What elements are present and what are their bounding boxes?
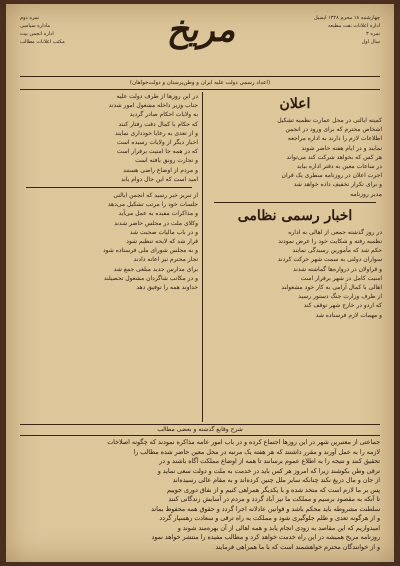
text-line: جماعتی از معتبرین شهر در این روزها اجتماع کرده و در باب امور عامه مذاکره نمودند که چگونه اصلاحات: [107, 439, 380, 446]
text-line: قرار شد که لایحه تنظیم شود: [126, 238, 198, 246]
text-line: اجرت اعلان در روزنامه سطری یک قران: [281, 172, 382, 180]
divider: [26, 187, 192, 188]
text-line: و مردم از اوضاع راضی هستند: [123, 166, 198, 174]
text-line: در این روزها از طرف دولت علیه: [116, 93, 198, 100]
text-line: جلسات خود را مرتب تشکیل می‌دهد: [107, 201, 198, 209]
text-line: خداوند همه را توفیق دهد: [136, 284, 198, 292]
masthead-left-line: اداره انجمن بیت: [20, 31, 54, 37]
text-line: اهالی با کمال آرامی به کار خود مشغولند: [281, 284, 382, 292]
text-line: سلطنت مشروطه باید محکم باشد و قوانین عادلانه اجرا گردد و حقوق همه محفوظ بماند: [151, 505, 380, 513]
text-line: و از خوانندگان محترم خواهشمند است که با ما همراهی فرمایند: [215, 543, 380, 551]
masthead-right-line: چهارشنبه ۱۸ محرم ۱۳۲۸ ایسیل: [313, 15, 380, 21]
masthead-right-line: اداره اعلانات نفت مطبعه: [328, 23, 380, 29]
text-line: و برای تکرار تخفیف داده خواهد شد: [293, 181, 382, 189]
text-line: به ولایات احکام صادر گردید: [129, 111, 198, 119]
masthead-left-line: نمره دوم: [20, 15, 39, 21]
text-line: اخبار دیگر از ولایات رسیده است: [116, 139, 198, 147]
text-line: برای مدارس جدید مبلغی جمع شد: [113, 265, 198, 273]
text-line: و از هرگونه تعدی و ظلم جلوگیری شود و مملکت به راه ترقی و سعادت رهسپار گردد: [159, 515, 380, 522]
text-line: حکم شد که مأمورین رسیدگی نمایند: [292, 247, 382, 255]
text-line: پس بر ما لازم است که متحد شده و با یکدیگر همراهی کنیم و از نفاق دوری جوییم: [166, 486, 380, 494]
text-line: امنیت کامل در شهر برقرار است: [300, 274, 382, 282]
section-heading: اخبار رسمی نظامی: [237, 207, 353, 224]
masthead-left-line: ماداره سیاسی: [20, 23, 51, 29]
text-line: که اردو در خارج شهر توقف کند: [303, 302, 382, 310]
text-line: جناب وزیر داخله مشغول امور شدند: [108, 102, 198, 110]
text-line: و به مجلس شورای ملی فرستاده شود: [103, 247, 198, 255]
text-line: روزنامه مریخ همیشه در این راه خدمت خواهد کرد و مطالب مفیده را منتشر خواهد نمود: [151, 534, 380, 541]
masthead-left-info: [20, 14, 140, 46]
text-line: تجار محترم نیز اعانه دادند: [133, 256, 198, 264]
text-line: سواران دولتی به سمت شهر حرکت کردند: [277, 256, 382, 264]
masthead-right-line: سال اول: [361, 39, 380, 45]
column-rule: [202, 92, 203, 422]
divider: [214, 202, 376, 203]
text-line: کمیته ایالتی در محل عمارت نظمیه تشکیل: [277, 117, 382, 124]
text-line: نمایند و در ایام هفته حاضر شوند: [301, 144, 382, 152]
bottom-article: [20, 438, 380, 556]
text-line: ترقی وطن بکوشند زیرا که امروز هر کس باید در خدمت به ملت و دولت سعی نماید و: [157, 467, 380, 475]
text-line: اشخاص محترم که برای ورود در انجمن: [285, 126, 382, 134]
bottom-section-band: شرح وقایع گذشته و بعضی مطالب: [20, 424, 380, 436]
newspaper-page: [6, 4, 394, 562]
text-line: و تجارت رونق یافته است: [135, 157, 198, 165]
text-line: که حکام با کمال دقت رفتار کنند: [118, 120, 198, 128]
text-line: و در مکاتب شاگردان مشغول تحصیلند: [103, 274, 198, 282]
text-line: و مذاکرات مفیده به عمل می‌آید: [118, 210, 198, 218]
text-line: لازمه را به عمل آورند و مقرر داشتند که هر هفته یک مرتبه در محل معین حاضر شده مطالب را: [133, 448, 380, 456]
text-line: مدیر روزنامه: [350, 190, 382, 198]
text-line: تحقیق کنند و نتیجه را به اطلاع عموم برسانند تا همه از اوضاع مملکت آگاه باشند و در: [159, 458, 380, 465]
section-heading: اعلان: [279, 96, 311, 112]
text-line: اطلاعات لازم را دارند به اداره مراجعه: [287, 135, 382, 143]
text-line: و در باب مالیات صحبت شد: [129, 228, 198, 236]
text-line: در روز گذشته جمعی از اهالی به اداره: [288, 228, 382, 236]
text-line: در ساعات معین به دفتر اداره بیاید: [296, 163, 382, 171]
text-line: تا آنکه به مقصود برسیم و مملکت ما نیز آباد گردد و مردم در آسایش زندگانی کنند: [168, 496, 380, 503]
right-column: [208, 92, 382, 422]
text-line: هر کس که بخواهد شرکت کند می‌تواند: [286, 153, 382, 161]
text-line: امیدواریم که این مقاصد به زودی انجام یابد و همه اهالی از آن بهره‌مند شوند و: [177, 524, 380, 532]
subheader-band: (اعداد رسمی دولت علیه ایران و وطن‌پرستان و دولت‌خواهان): [20, 76, 380, 90]
text-line: و از تعدی به رعایا خودداری نمایند: [114, 129, 198, 137]
text-line: از جان و مال دریغ نکند چنانکه سایر ملل چنین کرده‌اند و به مقام عالی رسیده‌اند: [172, 477, 380, 484]
masthead-left-line: مکتب اعلانات مطالب: [20, 39, 65, 45]
text-line: نظمیه رفته و شکایت خود را عرض نمودند: [278, 238, 382, 246]
masthead-right-info: [260, 14, 380, 46]
text-line: از تبریز خبر رسید که انجمن ایالتی: [113, 192, 198, 200]
text-line: و مهمات لازم فرستاده شد: [315, 311, 382, 319]
text-line: و قراولان در دروازه‌ها گماشته شدند: [293, 265, 382, 273]
text-line: از طرف وزارت جنگ دستور رسید: [298, 293, 382, 301]
text-line: وکلای ملت در مجلس حاضر شدند: [114, 219, 198, 227]
left-column: [20, 92, 198, 422]
text-line: که در همه جا امنیت برقرار است: [116, 148, 198, 156]
newspaper-title: مریخ: [166, 10, 236, 50]
masthead-right-line: نمره ۳: [366, 31, 380, 37]
text-line: امید است که این حال دوام یابد: [120, 175, 198, 183]
